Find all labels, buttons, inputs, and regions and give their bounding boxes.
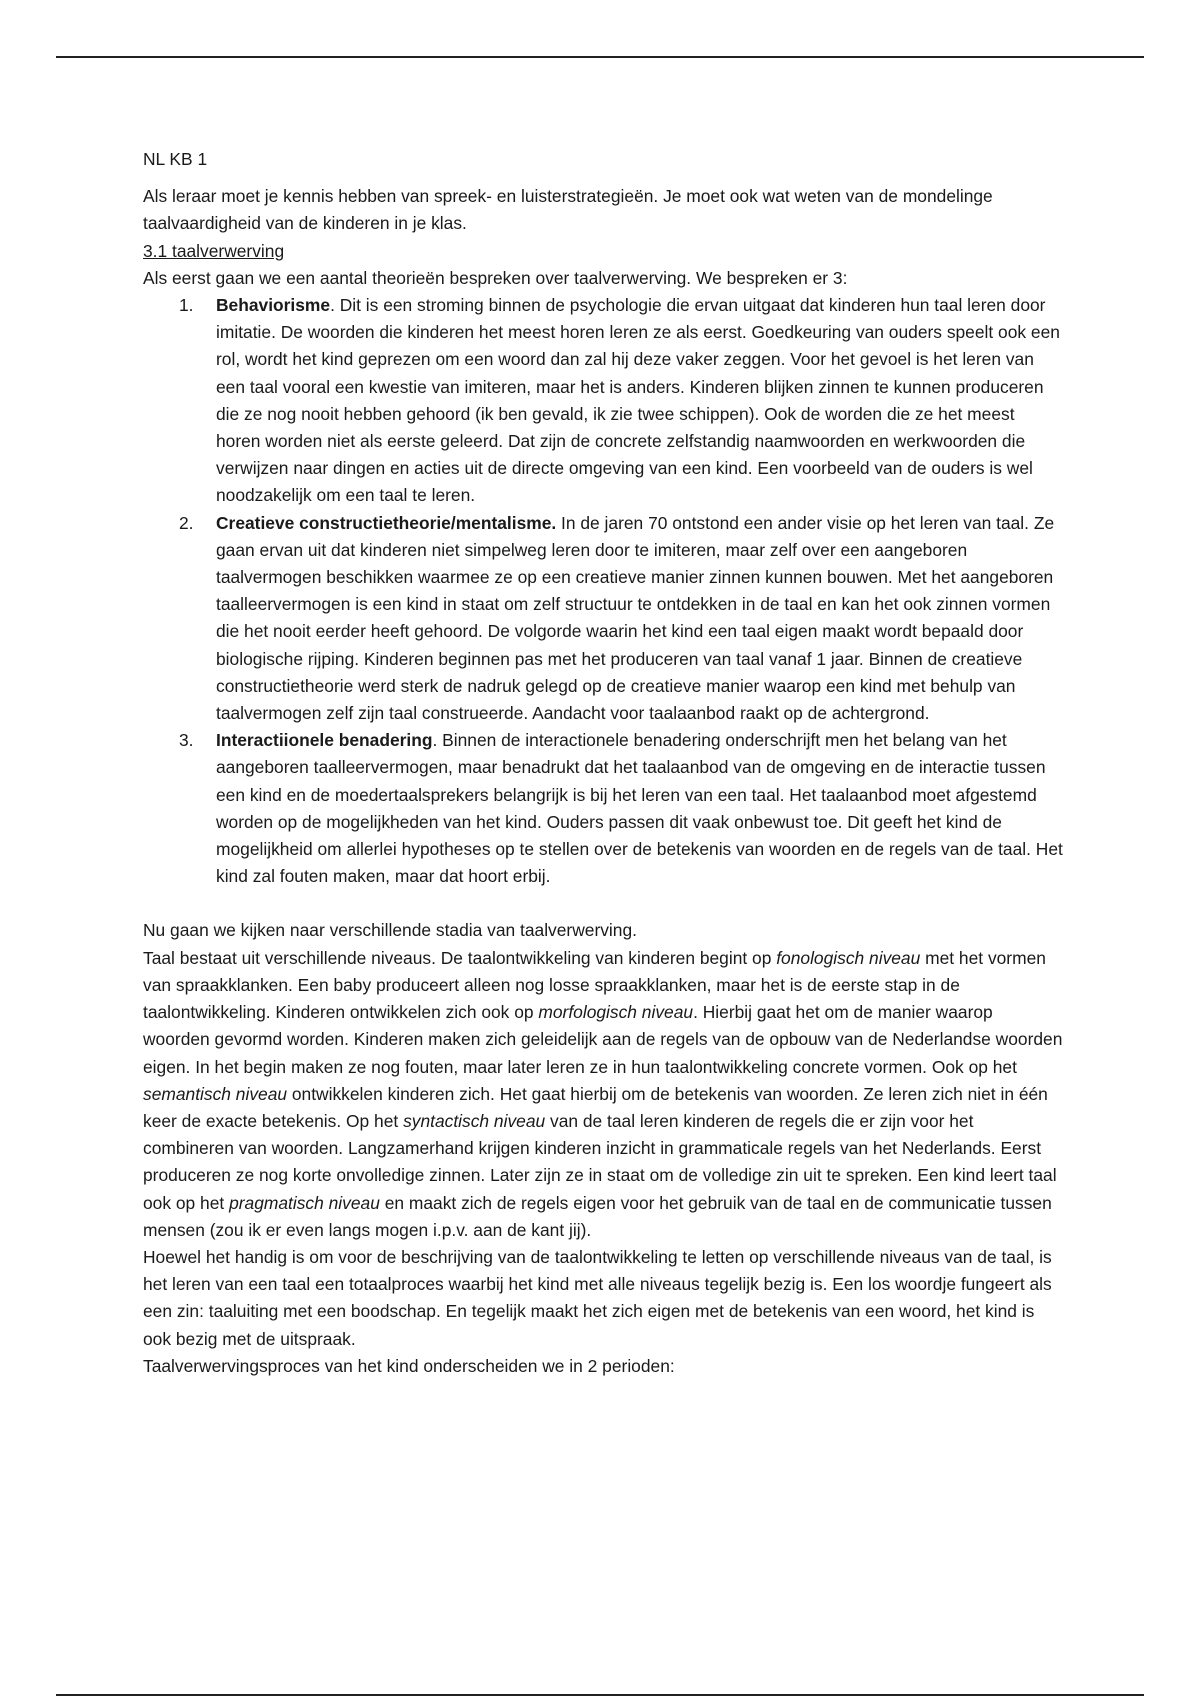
periods-intro: Taalverwervingsproces van het kind onderscheiden we in 2 perioden: [143,1355,675,1376]
theory-text: . Binnen de interactionele benadering onderschrijft men het belang van het aangeboren taalleervermogen, maar benadrukt dat het taalaanbod van de omgeving en de interactie tussen een kind en de moedertaalsprekers belangrijk is bij het leren van een taal. Het taalaanbod moet afgestemd worden op de mogelijkheden van het kind. Ouders passen dit vaak onbewust toe. Dit geeft het kind de mogelijkheid om allerlei hypotheses op te stellen over de betekenis van woorden en de regels van de taal. Het kind zal fouten maken, maar dat hoort erbij. [216,730,1063,887]
document-body [143,146,1063,1380]
theories-list [143,292,1063,890]
level-term-fonologisch: fonologisch niveau [776,947,921,968]
list-number: 1. [179,295,194,316]
levels-text: Taal bestaat uit verschillende niveaus. De taalontwikkeling van kinderen begint op [143,947,777,968]
levels-text: . Hierbij gaat het om de manier waarop woorden gevormd worden. Kinderen maken zich geleidelijk aan de regels van de opbouw van de Nederlandse woorden eigen. In het begin maken ze nog fouten, maar later leren ze in hun taalontwikkeling concrete vormen. Ook op het [143,1002,1063,1077]
theory-text: . Dit is een stroming binnen de psychologie die ervan uitgaat dat kinderen hun taal leren door imitatie. De woorden die kinderen het meest horen leren ze als eerst. Goedkeuring van ouders speelt ook een rol, wordt het kind geprezen om een woord dan zal hij deze vaker zeggen. Voor het gevoel is het leren van een taal vooral een kwestie van imiteren, maar het is anders. Kinderen blijken zinnen te kunnen produceren die ze nog nooit hebben gehoord (ik ben gevald, ik zie twee schippen). Ook de worden die ze het meest horen worden niet als eerste geleerd. Dat zijn de concrete zelfstandig naamwoorden en werkwoorden die verwijzen naar dingen en acties uit de directe omgeving van een kind. Een voorbeeld van de ouders is wel noodzakelijk om een taal te leren. [216,295,1060,506]
theory-item-behaviorisme [143,292,1063,510]
section-heading: 3.1 taalverwerving [143,240,285,261]
page-top-rule [56,56,1144,58]
theory-term: Interactiionele benadering [216,730,433,751]
theory-item-interactionele-benadering [143,727,1063,890]
level-term-syntactisch: syntactisch niveau [403,1110,546,1131]
level-term-morfologisch: morfologisch niveau [538,1002,694,1023]
document-title: NL KB 1 [143,149,208,169]
levels-paragraph [143,945,1063,1244]
paragraph-spacer [143,890,1063,917]
levels-text: van de taal leren kinderen de regels die er zijn voor het combineren van woorden. Langzamerhand krijgen kinderen inzicht in grammaticale regels van het Nederlands. Eerst produceren ze nog korte onvolledige zinnen. Later zijn ze in staat om de volledige zin uit te spreken. Een kind leert taal ook op het [143,1110,1057,1213]
list-number: 2. [179,512,194,533]
theory-term: Creatieve constructietheorie/mentalisme. [216,512,557,533]
stages-intro: Nu gaan we kijken naar verschillende stadia van taalverwerving. [143,920,637,941]
levels-text: en maakt zich de regels eigen voor het gebruik van de taal en de communicatie tussen mensen (zou ik er even langs mogen i.p.v. aan de kant jij). [143,1192,1052,1240]
intro-paragraph: Als leraar moet je kennis hebben van spreek- en luisterstrategieën. Je moet ook wat weten van de mondelinge taalvaardigheid van de kinderen in je klas. [143,186,993,234]
totaalproces-paragraph: Hoewel het handig is om voor de beschrijving van de taalontwikkeling te letten op verschillende niveaus van de taal, is het leren van een taal een totaalproces waarbij het kind met alle niveaus tegelijk bezig is. Een los woordje fungeert als een zin: taaluiting met een boodschap. En tegelijk maakt het zich eigen met de betekenis van een woord, het kind is ook bezig met de uitspraak. [143,1246,1052,1349]
theory-text: In de jaren 70 ontstond een ander visie op het leren van taal. Ze gaan ervan uit dat kinderen niet simpelweg leren door te imiteren, maar zelf over een aangeboren taalvermogen beschikken waarmee ze op een creatieve manier zinnen kunnen bouwen. Met het aangeboren taalleervermogen is een kind in staat om zelf structuur te ontdekken in de taal en kan het ook zinnen vormen die het nooit eerder heeft gehoord. De volgorde waarin het kind een taal eigen maakt wordt bepaald door biologische rijping. Kinderen beginnen pas met het produceren van taal vanaf 1 jaar. Binnen de creatieve constructietheorie werd sterk de nadruk gelegd op de creatieve manier waarop een kind met behulp van taalvermogen zelf zijn taal construeerde. Aandacht voor taalaanbod raakt op de achtergrond. [216,512,1055,724]
level-term-semantisch: semantisch niveau [143,1083,288,1104]
theory-item-creatieve-constructietheorie [143,510,1063,728]
list-number: 3. [179,730,194,751]
page-bottom-rule [56,1694,1144,1696]
theories-intro: Als eerst gaan we een aantal theorieën bespreken over taalverwerving. We bespreken er 3: [143,267,848,288]
level-term-pragmatisch: pragmatisch niveau [229,1192,380,1213]
theory-term: Behaviorisme [216,295,331,316]
levels-text: met het vormen van spraakklanken. Een baby produceert alleen nog losse spraakklanken, maar het is de eerste stap in de taalontwikkeling. Kinderen ontwikkelen zich ook op [143,947,1046,1023]
levels-text: ontwikkelen kinderen zich. Het gaat hierbij om de betekenis van woorden. Ze leren zich niet in één keer de exacte betekenis. Op het [143,1083,1048,1131]
